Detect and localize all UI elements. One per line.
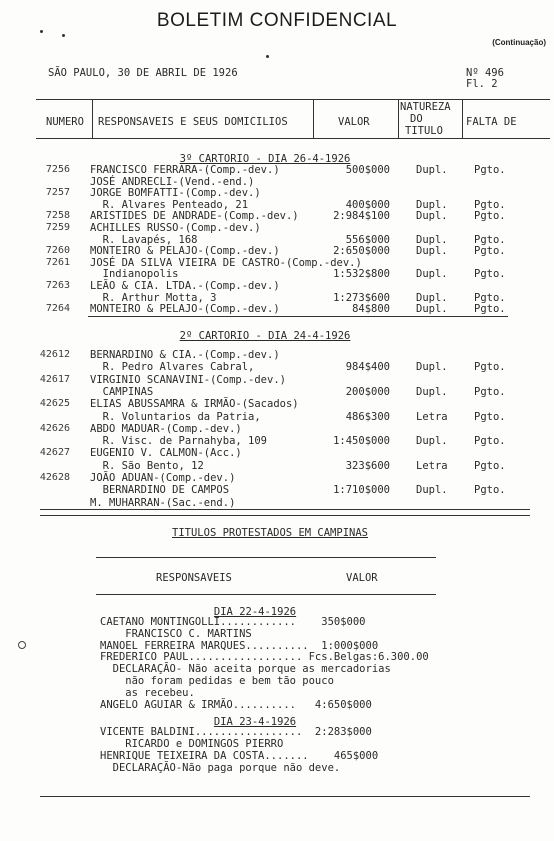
entry-nature: Dupl. [416,233,448,246]
section-rule [40,515,530,516]
section-rule [88,316,508,317]
entry-responsible: JOSÉ DA SILVA VIEIRA DE CASTRO-(Comp.-dev.) [90,256,362,269]
ink-speck [62,34,65,37]
entry-value: 486$300 [345,410,390,423]
entry-reason: Pgto. [474,435,506,448]
col-divider [313,99,314,139]
entry-responsible: M. MUHARRAN-(Sac.-end.) [90,496,236,509]
col-divider [462,99,463,139]
entry-reason: Pgto. [474,361,506,374]
entry-value: 84$800 [352,303,390,316]
entry-number: 42628 [39,472,70,483]
col-header-natureza-do: DO [410,113,423,125]
entry-reason: Pgto. [474,291,506,304]
entry-value: 1:532$800 [333,268,390,281]
entry-responsible: MONTEIRO & PELAJO-(Comp.-dev.) [90,303,280,316]
entry-responsible: LEÃO & CIA. LTDA.-(Comp.-dev.) [90,280,280,292]
col-divider [92,99,93,139]
section-rule [40,509,530,510]
entry-nature: Dupl. [416,198,448,211]
entry-number: 7263 [45,280,70,291]
entry-responsible: JOÃO ADUAN-(Comp.-dev.) [90,472,236,484]
protest-col-valor: VALOR [346,572,378,584]
entry-nature: Letra [416,459,448,472]
entry-value: 1:273$600 [333,291,390,304]
entry-responsible: R. Alvares Penteado, 21 [90,198,249,211]
place-date: SÃO PAULO, 30 DE ABRIL DE 1926 [48,67,238,79]
entry-nature: Dupl. [416,303,448,316]
entry-number: 7264 [45,303,70,315]
protest-col-resp: RESPONSAVEIS [156,572,232,584]
col-header-numero: NUMERO [46,116,84,128]
entry-number: 42627 [39,447,70,459]
entry-value: 200$000 [345,385,390,398]
entry-nature: Dupl. [416,291,448,304]
header-top-rule [36,99,550,100]
entry-responsible: R. Arthur Motta, 3 [90,291,217,304]
entry-responsible: R. Visc. de Parnahyba, 109 [90,435,268,448]
bulletin-number: Nº 496 [466,67,504,79]
entry-number: 7257 [45,187,70,199]
col-header-falta: FALTA DE [466,116,517,128]
entry-number: 42625 [39,398,70,410]
entry-responsible: ARISTIDES DE ANDRADE-(Comp.-dev.) [90,210,299,223]
ring-mark [18,641,26,649]
protest-line: DECLARAÇÃO- Não aceita porque as mercadorias [100,663,391,676]
entry-reason: Pgto. [474,164,506,176]
protest-line: FRANCISCO C. MARTINS [100,627,252,640]
protest-line: HENRIQUE TEIXEIRA DA COSTA....... 465$000 [100,750,379,762]
sheet-number: Fl. 2 [466,78,498,90]
entry-nature: Dupl. [416,385,448,398]
entry-number: 7261 [45,256,70,268]
entry-responsible: Indianopolis [90,268,179,281]
entry-value: 323$600 [345,459,390,472]
col-header-natureza-titulo: TITULO [405,125,443,137]
entry-responsible: R. Voluntarios da Patria, [90,410,261,423]
entry-value: 500$000 [345,164,390,176]
entry-value: 984$400 [345,361,390,374]
entry-reason: Pgto. [474,210,506,223]
entry-responsible: ACHILLES RUSSO-(Comp.-dev.) [90,222,261,234]
entry-reason: Pgto. [474,245,506,258]
protest-line: não foram pedidas e bem tão pouco [100,675,334,687]
entry-nature: Dupl. [416,245,448,258]
protest-line: MANOEL FERREIRA MARQUES.......... 1:000$000 [100,639,379,652]
protest-line: ANGELO AGUIAR & IRMÃO.......... 4:650$000 [100,698,372,711]
bottom-rule [40,796,530,797]
entry-number: 7258 [45,210,70,222]
entry-nature: Dupl. [416,164,448,176]
protest-day: DIA 22-4-1926 [213,606,297,618]
protest-rule [96,594,436,595]
entry-responsible: EUGENIO V. CALMON-(Acc.) [90,447,242,460]
entry-number: 42617 [39,373,70,385]
entry-responsible: ABDO MADUAR-(Comp.-dev.) [90,422,242,435]
entry-reason: Pgto. [474,459,506,472]
section-heading: 3º CARTORIO - DIA 26-4-1926 [179,153,351,165]
entry-reason: Pgto. [474,233,506,246]
entry-responsible: JORGE BOMFATTI-(Comp.-dev.) [90,187,261,200]
entry-responsible: R. Pedro Alvares Cabral, [90,361,255,374]
protest-line: RICARDO e DOMINGOS PIERRO [100,738,284,750]
entry-nature: Letra [416,410,448,423]
entry-value: 2:650$000 [333,245,390,258]
entry-value: 1:710$000 [333,484,390,497]
entry-nature: Dupl. [416,484,448,497]
entry-reason: Pgto. [474,484,506,497]
continuation-label: (Continuação) [492,38,546,47]
protest-line: FREDERICO PAUL.................. Fcs.Belgas:6.300.00 [100,651,429,664]
entry-responsible: CAMPINAS [90,385,154,398]
col-divider [398,99,399,139]
entry-reason: Pgto. [474,385,506,398]
protest-line: DECLARAÇÃO-Não paga porque não deve. [100,762,341,774]
entry-responsible: R. São Bento, 12 [90,459,204,472]
col-header-natureza: NATUREZA [400,101,451,113]
entry-value: 556$000 [345,233,390,246]
col-header-responsaveis: RESPONSAVEIS E SEUS DOMICILIOS [98,116,288,128]
entry-nature: Dupl. [416,435,448,448]
protest-line: CAETANO MONTINGOLLI............ 350$000 [100,616,366,628]
protest-line: as recebeu. [100,686,195,699]
entry-reason: Pgto. [474,198,506,211]
ink-speck [266,55,269,58]
entry-responsible: ELIAS ABUSSAMRA & IRMÃO-(Sacados) [90,398,299,411]
protest-heading: TITULOS PROTESTADOS EM CAMPINAS [172,527,368,539]
entry-value: 1:450$000 [333,435,390,448]
section-heading: 2º CARTORIO - DIA 24-4-1926 [179,330,351,342]
entry-number: 42612 [39,349,70,360]
entry-responsible: FRANCISCO FERRARA-(Comp.-dev.) [90,164,280,176]
entry-responsible: BERNARDINO DE CAMPOS [90,484,230,497]
entry-reason: Pgto. [474,410,506,423]
entry-responsible: VIRGINIO SCANAVINI-(Comp.-dev.) [90,373,286,386]
entry-number: 7259 [45,222,70,233]
ink-speck [40,30,43,33]
entry-responsible: JOSÉ ANDRECLI-(Vend.-end.) [90,175,255,188]
entry-number: 42626 [39,422,70,434]
entry-reason: Pgto. [474,268,506,281]
bulletin-title: BOLETIM CONFIDENCIAL [156,10,398,31]
header-bottom-rule [36,138,550,139]
entry-number: 7256 [45,164,70,175]
entry-responsible: R. Lavapés, 168 [90,233,198,246]
entry-number: 7260 [45,245,70,257]
protest-day: DIA 23-4-1926 [213,716,297,728]
col-header-valor: VALOR [338,116,370,128]
entry-nature: Dupl. [416,361,448,374]
entry-responsible: MONTEIRO & PELAJO-(Comp.-dev.) [90,245,280,258]
entry-nature: Dupl. [416,268,448,281]
protest-line: VICENTE BALDINI................. 2:283$000 [100,726,372,738]
entry-responsible: BERNARDINO & CIA.-(Comp.-dev.) [90,349,280,361]
entry-nature: Dupl. [416,210,448,223]
entry-value: 2:984$100 [333,210,390,223]
entry-reason: Pgto. [474,303,506,316]
entry-value: 400$000 [345,198,390,211]
protest-rule [96,557,436,558]
